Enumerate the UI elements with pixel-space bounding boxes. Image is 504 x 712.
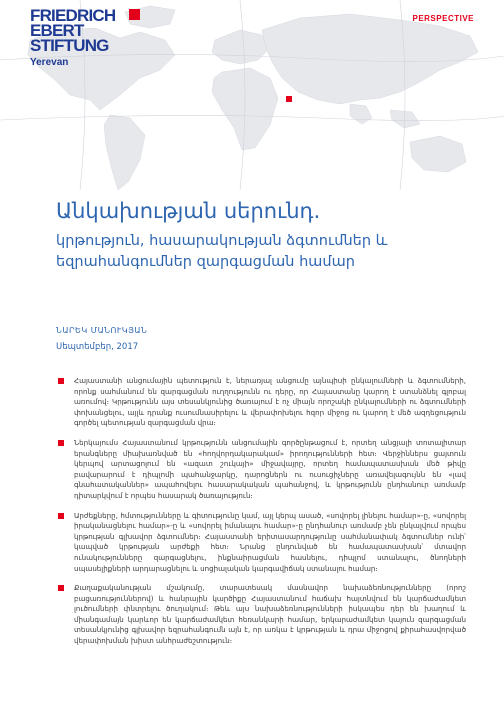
- document-subtitle: կրթություն, հասարակության ձգտումներ և եզրահանգումներ զարգացման համար: [56, 233, 388, 270]
- bullet-text: Հայաստանի անցումային պետություն է, ներառյալ անցումը այնպիսի ընկալումների և ձգտումների, որոնք սահմանում են զարգացման ուղղությունն ու դերը, որ Հայաստանը կարող է ստանձնել գլոբալ առումով։ Կրթությունն այս տեսանկյունից ծառայում է ոչ միայն որոշակի ընկալումների ու ձգտումների փոխանցելու, այլև դրանք ուսումնասիրելու և վերափոխելու հզոր միջոց ու կարող է մեծ ազդեցություն գործել պետության զարգացման վրա։: [74, 376, 466, 428]
- summary-bullet: [58, 376, 466, 429]
- logo-red-square-icon: [129, 9, 140, 20]
- summary-bullet: [58, 583, 466, 647]
- red-bullet-icon: [58, 440, 64, 446]
- red-bullet-icon: [58, 513, 64, 519]
- fes-logo: [30, 8, 150, 108]
- logo-text-line: STIFTUNG: [30, 36, 109, 55]
- document-title: Անկախության սերունդ․: [56, 199, 321, 223]
- author-name: ՆԱՐԵԿ ՄԱՆՈՒԿՅԱՆ: [56, 326, 148, 335]
- logo-city: Yerevan: [30, 57, 69, 68]
- bullet-text: Քաղաքականության մշակումը, տարատեսակ մասնավոր նախաձեռնությունները (որոշ բացառություններով) և հանրային կարծիքը Հայաստանում հաճախ հայտնվում են կարճաժամկետ լուծումների փնտրելու ծուղակում։ Թեև այս նախաձեռնությունների իսկապես դեր են խաղում և միանգամայն կարևոր են կարճաժամկետ հեռանկարի համար, երկարաժամկետ կայուն զարգացման տեսանկյունից գլխավոր եզրահանգումն այն է, որ առկա է կրթության և դրա միջոցով քիրահասվորված վերափոխման խիստ անհրաժեշտություն։: [74, 583, 466, 646]
- summary-bullet: [58, 511, 466, 575]
- summary-bullet-list: [58, 376, 466, 656]
- logo-text-line: EBERT: [30, 21, 84, 40]
- bullet-text: Ներկայումս Հայաստանում կրթությունն անցումային գործընթացում է, որտեղ անցյալի տոտալիտար երանգները միախառնված են «հողվորդակարակամ» իրողությունների հետ։ Վերջիններս ցայտուն կերպով արտացոլում են «ազատ շուկայի» միջավայրը, որտեղ համապատասխան մեծ թիվը բավարարում է դիպլոմի պահանջարկը, դարոցներն ու ուսուցիչները առավելագույնն են «լավ գնահատականներ» ապահովելու հասարակական պահանջով, և կրթությունն ընդհանուր առմամբ դիտարկվում է որպես հասարակ ծառայություն։: [74, 437, 466, 500]
- red-bullet-icon: [58, 378, 64, 384]
- map-location-marker-icon: [286, 96, 292, 102]
- summary-bullet: [58, 438, 466, 502]
- publication-date: Սեպտեմբեր, 2017: [56, 342, 139, 352]
- red-bullet-icon: [58, 585, 64, 591]
- bullet-text: Արժեքները, հմտությունները և գիտությունը կամ, այլ կերպ ասած, «սովորել լինելու համար»-ը, «սովորել իրականացնելու համար»-ը և «սովորել իմանալու համար»-ը ընդհանուր առմամբ չեն ընկալվում որպես կրթության գլխավոր ձգտումներ։ Հայաստանի երիտասարդությունը սահմանափակ ձգտումներ ունի՝ կապված կրթության արժեքի հետ։ Նրանց ընդունված են համապատասխան՝ մտավոր ունակությունները զարգացնելու, ինքնաիրացման հասնելու, դիպլոմ ստանալու, ծնողների սպասելիքների արդարացնելու և սոցիալական կարգավիճակ ստանալու համար։: [74, 510, 466, 573]
- logo-text-line: FRIEDRICH: [30, 6, 116, 25]
- document-category: PERSPECTIVE: [412, 14, 474, 23]
